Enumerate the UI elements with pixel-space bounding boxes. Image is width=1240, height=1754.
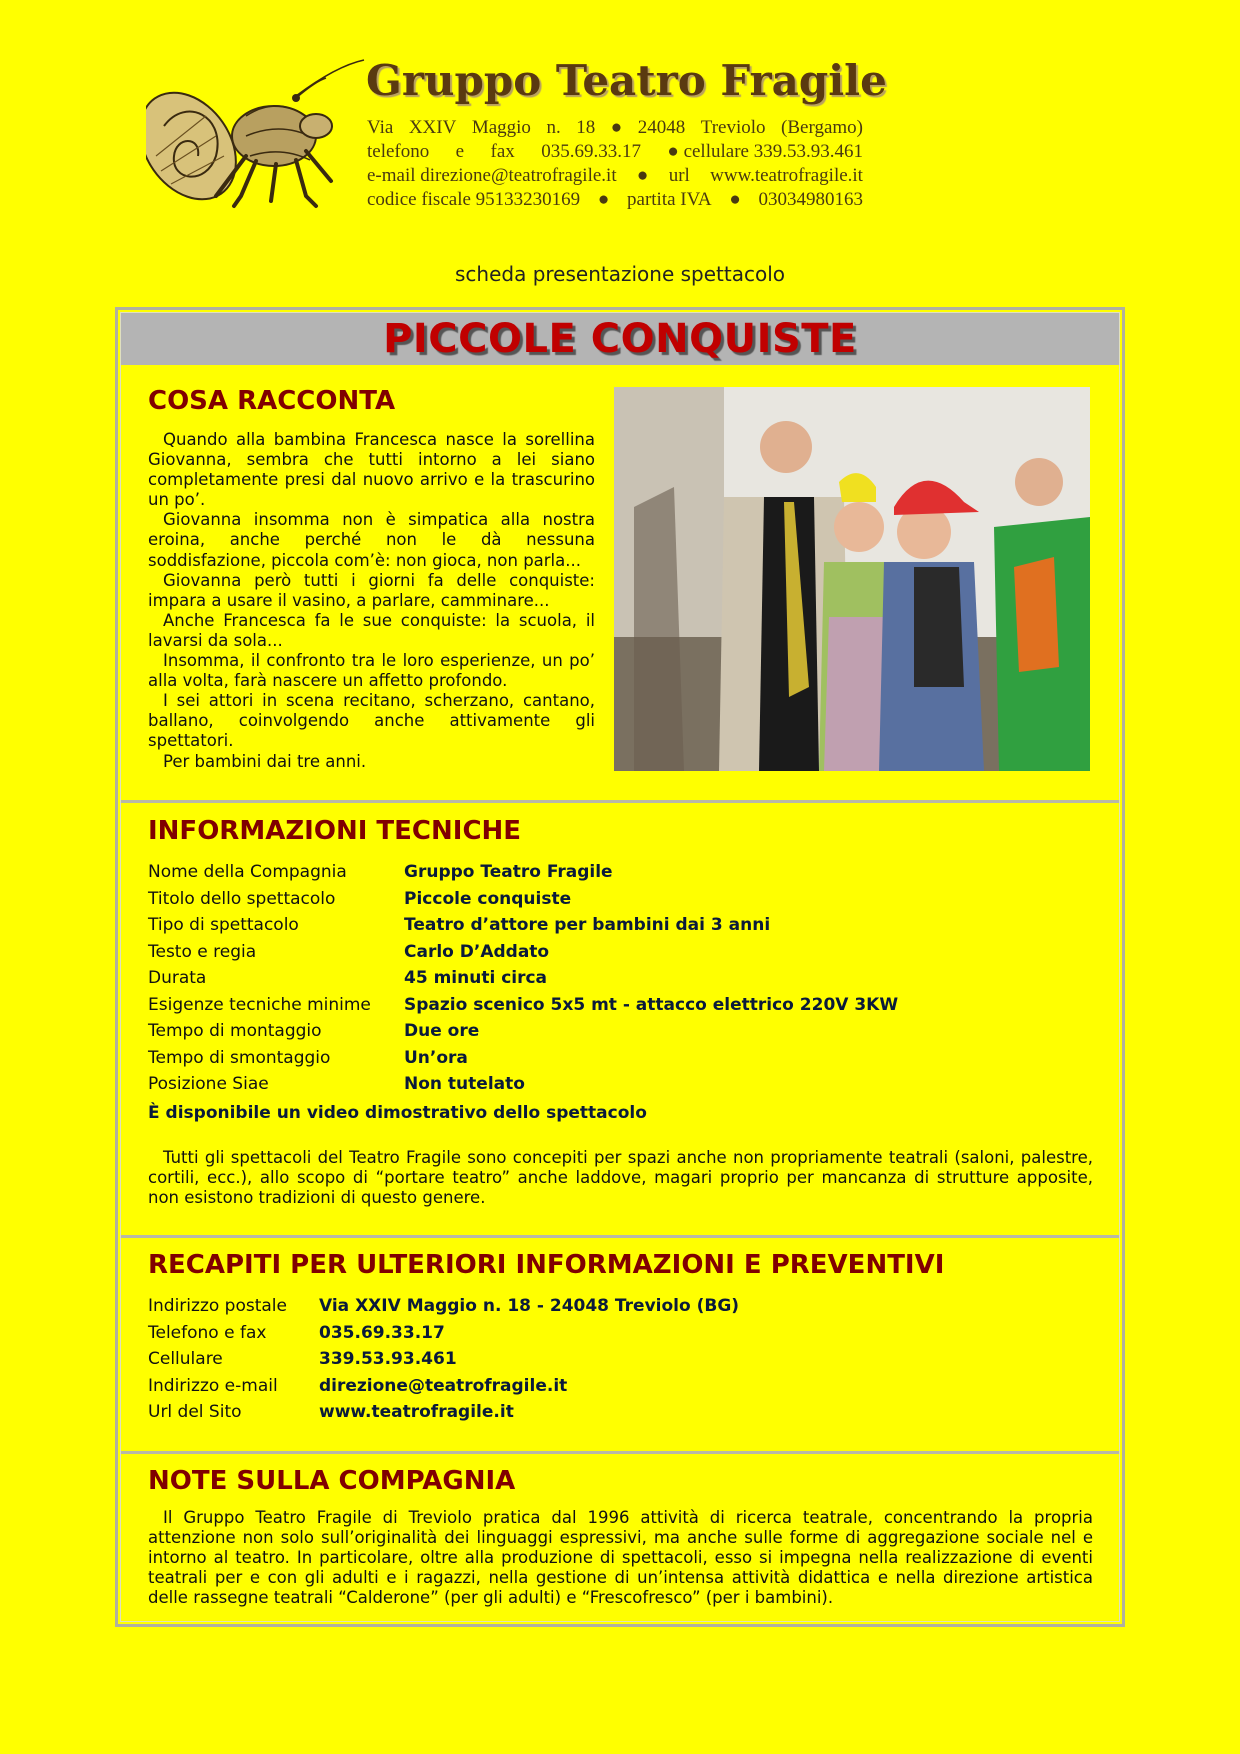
paragraph: Insomma, il confronto tra le loro esperienze, un po’ alla volta, farà nascere un affetto profondo.	[148, 651, 595, 691]
section-divider	[121, 1451, 1119, 1454]
phone-line: telefono e fax 035.69.33.17 ● cellulare 339.53.93.461	[367, 141, 863, 162]
organization-name: Gruppo Teatro Fragile	[366, 56, 887, 105]
row-value: Piccole conquiste	[404, 888, 572, 909]
row-value: Teatro d’attore per bambini dai 3 anni	[404, 915, 771, 935]
story-heading: COSA RACCONTA	[148, 386, 396, 416]
row-value: Due ore	[404, 1021, 480, 1041]
stage-photo	[614, 387, 1090, 771]
row-label: Durata	[148, 968, 207, 988]
row-label: Indirizzo e-mail	[148, 1375, 278, 1396]
row-value: Un’ora	[404, 1047, 468, 1068]
row-label: Telefono e fax	[148, 1322, 267, 1343]
email-line: e-mail direzione@teatrofragile.it ● url www.teatrofragile.it	[367, 165, 863, 186]
email-link[interactable]: direzione@teatrofragile.it	[319, 1375, 568, 1396]
paragraph: Il Gruppo Teatro Fragile di Treviolo pratica dal 1996 attività di ricerca teatrale, concentrando la propria attenzione non solo sull’originalità dei linguaggi espressivi, ma anche sulle forme di aggregazione sociale nel e intorno al teatro. In particolare, oltre alla produzione di spettacoli, esso si impegna nella realizzazione di eventi teatrali per e con gli adulti e i ragazzi, nella gestione di un’intensa attività didattica e nella direzione artistica delle rassegne teatrali “Calderone” (per gli adulti) e “Frescofresco” (per i bambini).	[148, 1508, 1093, 1608]
row-label: Titolo dello spettacolo	[148, 888, 336, 909]
fiscal-line: codice fiscale 95133230169 ● partita IVA ● 03034980163	[367, 189, 863, 210]
paragraph: I sei attori in scena recitano, scherzano, cantano, ballano, coinvolgendo anche attivamente gli spettatori.	[148, 691, 595, 751]
row-label: Tempo di smontaggio	[148, 1047, 331, 1068]
section-divider	[121, 1235, 1119, 1238]
contacts-heading: RECAPITI PER ULTERIORI INFORMAZIONI E PREVENTIVI	[148, 1250, 945, 1280]
postal-address: Via XXIV Maggio n. 18 - 24048 Treviolo (BG)	[319, 1296, 740, 1316]
website-link[interactable]: www.teatrofragile.it	[319, 1402, 514, 1422]
row-label: Url del Sito	[148, 1402, 242, 1422]
paragraph: Anche Francesca fa le sue conquiste: la scuola, il lavarsi da sola...	[148, 610, 595, 650]
mobile-number: 339.53.93.461	[319, 1349, 457, 1369]
address-line: Via XXIV Maggio n. 18 ● 24048 Treviolo (Bergamo)	[367, 117, 863, 138]
paragraph: Quando alla bambina Francesca nasce la sorellina Giovanna, sembra che tutti intorno a lei siano completamente presi dal nuovo arrivo e la trascurino un po’.	[148, 430, 595, 510]
phone-number: 035.69.33.17	[319, 1322, 445, 1343]
paragraph: Giovanna però tutti i giorni fa delle conquiste: impara a usare il vasino, a parlare, camminare...	[148, 570, 595, 610]
row-label: Tempo di montaggio	[148, 1021, 322, 1041]
row-label: Posizione Siae	[148, 1074, 269, 1094]
document-subtitle: scheda presentazione spettacolo	[455, 262, 785, 286]
show-title: PICCOLE CONQUISTE	[121, 313, 1119, 365]
row-value: Non tutelato	[404, 1074, 525, 1094]
paragraph: Giovanna insomma non è simpatica alla nostra eroina, anche perché non le dà nessuna soddisfazione, piccola com’è: non gioca, non parla...	[148, 510, 595, 570]
row-value: Gruppo Teatro Fragile	[404, 862, 613, 882]
letterhead	[146, 52, 887, 212]
row-label: Tipo di spettacolo	[148, 915, 299, 935]
tech-heading: INFORMAZIONI TECNICHE	[148, 816, 522, 846]
row-value: Spazio scenico 5x5 mt - attacco elettrico 220V 3KW	[404, 994, 899, 1015]
story-text	[148, 430, 595, 772]
row-label: Cellulare	[148, 1349, 223, 1369]
row-label: Esigenze tecniche minime	[148, 994, 371, 1015]
row-label: Nome della Compagnia	[148, 862, 347, 882]
paragraph: Tutti gli spettacoli del Teatro Fragile sono concepiti per spazi anche non propriamente teatrali (saloni, palestre, cortili, ecc.), allo scopo di “portare teatro” anche laddove, magari proprio per mancanza di strutture apposite, non esistono tradizioni di questo genere.	[148, 1148, 1093, 1208]
notes-paragraph	[148, 1508, 1093, 1608]
row-value: 45 minuti circa	[404, 968, 548, 988]
paragraph: Per bambini dai tre anni.	[163, 751, 367, 771]
row-label: Testo e regia	[148, 941, 257, 962]
row-value: Carlo D’Addato	[404, 941, 550, 962]
hermit-crab-logo	[146, 56, 366, 212]
section-divider	[121, 800, 1119, 803]
row-label: Indirizzo postale	[148, 1296, 287, 1316]
video-note: È disponibile un video dimostrativo dello spettacolo	[148, 1103, 647, 1123]
tech-paragraph	[148, 1148, 1093, 1208]
notes-heading: NOTE SULLA COMPAGNIA	[148, 1466, 516, 1496]
